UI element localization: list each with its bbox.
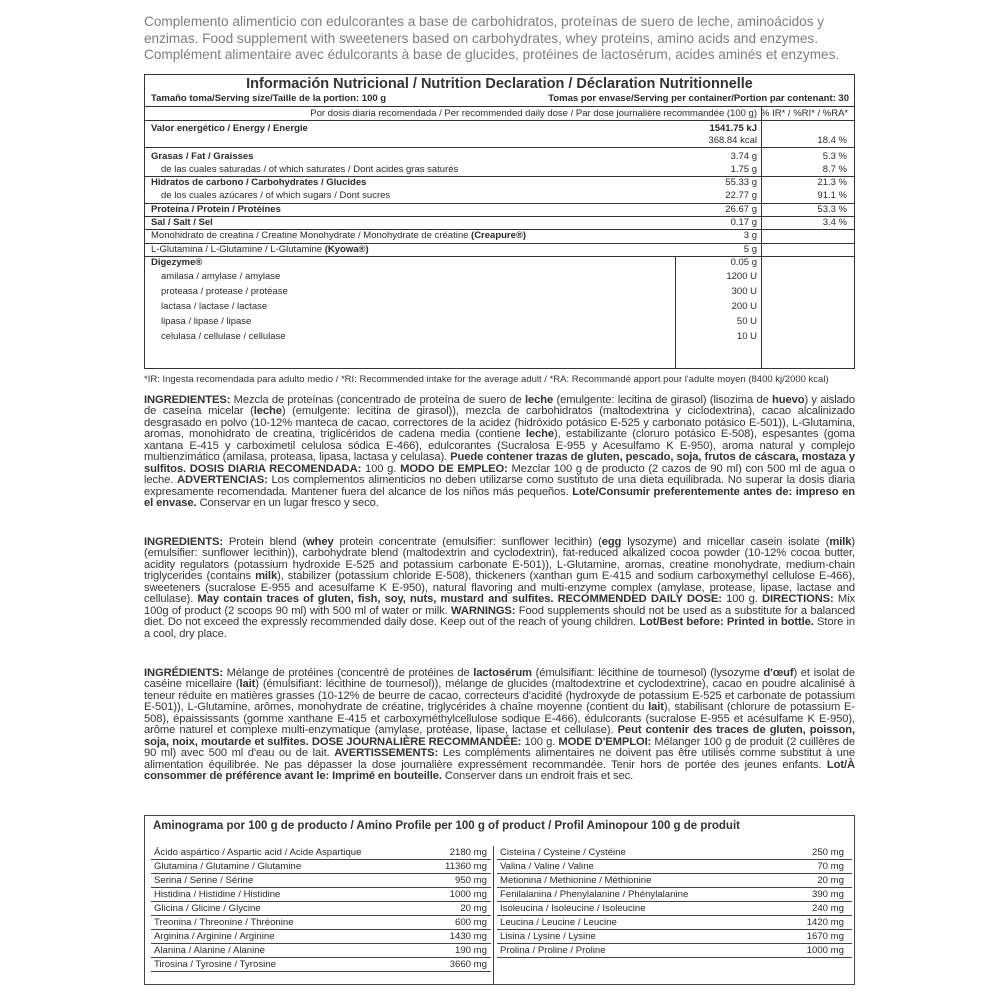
amino-row: Serina / Serine / Sérine 950 mg: [151, 874, 491, 888]
ingredients-en: INGREDIENTS: Protein blend (whey protein concentrate (emulsifier: sunflower lecithin) (egg lysozyme) and micellar casein isolate (milk) (emulsifier: sunflower lecithin)), carbohydrate blend (maltodextrin and cyclodextrin), fat-reduced alkalized cocoa powder (10-12% cocoa butter, acidity regulators (potassium hydroxide E-525 and potassium carbonate E-501)), L-Glutamine, aromas, creatine monohydrate, medium-chain triglycerides (contains milk), stabilizer (potassium chloride E-508), thickeners (xanthan gum E-415 and sodium carboxymethyl cellulose E-466), sweeteners (sucralose E-955 and acesulfame K E-950), natural flavoring and multi-enzyme complex (amylase, protease, lipase, lactase and cellulase). May contain traces of gluten, fish, soy, nuts, mustard and sulfites. RECOMMENDED DAILY DOSE: 100 g. DIRECTIONS: Mix 100g of product (2 scoops 90 ml) with 500 ml of water or milk. WARNINGS: Food supplements should not be used as a substitute for a balanced diet. Do not exceed the expressly recommended daily dose. Keep out of the reach of young children. Lot/Best before: Printed in bottle. Store in a cool, dry place.: [144, 536, 856, 640]
creatine-row: Monohidrato de creatina / Creatine Monohydrate / Monohydrate de créatine (Creapure®) 3 g: [145, 229, 854, 242]
enzyme-row: lipasa / lipase / lipase 50 U: [161, 315, 757, 327]
salt-row: Sal / Salt / Sel 0.17 g 3.4 %: [145, 216, 854, 229]
amino-row: Valina / Valine / Valine 70 mg: [497, 860, 852, 874]
serving-info: [145, 93, 854, 107]
header-ri: % IR* / %RI* / %RA*: [761, 108, 849, 119]
enzyme-row: proteasa / protease / protéase 300 U: [161, 285, 757, 297]
servings-per-container: Tomas por envase/Serving per container/Portion par contenant: 30: [548, 93, 849, 104]
digezyme-row: Digezyme® 0.05 g: [145, 256, 854, 269]
amino-row: Isoleucina / Isoleucine / Isoleucine 240 mg: [497, 902, 852, 916]
amino-left-column: [151, 846, 491, 972]
amino-row: Cisteína / Cysteine / Cystéine 250 mg: [497, 846, 852, 860]
amino-row: Glutamina / Glutamine / Glutamine 11360 mg: [151, 860, 491, 874]
ingredients-es: INGREDIENTES: Mezcla de proteínas (concentrado de proteína de suero de leche (emulgente: lecitina de girasol) (lisozima de huevo) y aislado de caseína micelar (leche) (emulgente: lecitina de girasol)), mezcla de carbohidratos (maltodextrina y ciclodextrina), cacao alcalinizado desgrasado en polvo (10-12% manteca de cacao, correctores de la acidez (hidróxido potásico E-525 y carbonato potásico E-501)), L-Glutamina, aromas, monohidrato de creatina, triglicéridos de cadena media (contiene leche), estabilizante (cloruro potásico E-508), espesantes (goma xantana E-415 y carboximetil celulosa sódica E-466), edulcorantes (Sucralosa E-955 y Acesulfamo K E-950), aroma natural y complejo multienzimático (amilasa, proteasa, lipasa, lactasa y celulasa). Puede contener trazas de gluten, pescado, soja, frutos de cáscara, mostaza y sulfitos. DOSIS DIARIA RECOMENDADA: 100 g. MODO DE EMPLEO: Mezclar 100 g de producto (2 cazos de 90 ml) con 500 ml de agua o leche. ADVERTENCIAS: Los complementos alimenticios no deben utilizarse como sustituto de una dieta equilibrada. No superar la dosis diaria expresamente recomendada. Mantener fuera del alcance de los niños más pequeños. Lote/Consumir preferentemente antes de: impreso en el envase. Conservar en un lugar fresco y seco.: [144, 394, 856, 510]
amino-row: Fenilalanina / Phenylalanine / Phénylalanine 390 mg: [497, 888, 852, 902]
amino-row: Glicina / Glicine / Glycine 20 mg: [151, 902, 491, 916]
amino-row: Lisina / Lysine / Lysine 1670 mg: [497, 930, 852, 944]
amino-title: Aminograma por 100 g de producto / Amino Profile per 100 g of product / Profil Aminopour 100 g de produit: [153, 820, 740, 832]
enzyme-row: celulasa / cellulase / cellulase 10 U: [161, 330, 757, 342]
protein-row: Proteína / Protein / Protéines 26.67 g 53.3 %: [145, 203, 854, 216]
fat-row: Grasas / Fat / Graisses 3.74 g 5.3 %: [151, 151, 847, 163]
energy-kcal-row: 368.84 kcal 18.4 %: [708, 135, 847, 147]
sugars-row: de los cuales azúcares / of which sugars / Dont sucres 22.77 g 91.1 %: [161, 189, 847, 201]
serving-size: Tamaño toma/Serving size/Taille de la portion: 100 g: [151, 93, 387, 104]
amino-right-column: [497, 846, 852, 958]
amino-row: Arginina / Arginine / Arginine 1430 mg: [151, 930, 491, 944]
amino-row: Histidina / Histidine / Histidine 1000 mg: [151, 888, 491, 902]
amino-column-divider: [493, 846, 494, 984]
glutamine-row: L-Glutamina / L-Glutamine / L-Glutamine (Kyowa®) 5 g: [145, 243, 854, 256]
saturates-row: de las cuales saturadas / of which saturates / Dont acides gras saturés 1.75 g 8.7 %: [161, 163, 847, 175]
nutrition-title: Información Nutricional / Nutrition Declaration / Déclaration Nutritionnelle: [246, 76, 753, 92]
energy-row: Valor energético / Energy / Energie 1541.75 kJ: [151, 123, 757, 134]
carb-row: Hidratos de carbono / Carbohydrates / Glucides 55.33 g 21.3 %: [145, 176, 854, 189]
column-divider-lower: [675, 257, 676, 368]
ri-footnote: *IR: Ingesta recomendada para adulto medio / *RI: Recommended intake for the average adult / *RA: Recommandé apport pour l'adulte moyen (8400 kj/2000 kcal): [144, 374, 829, 385]
amino-row: Ácido aspártico / Aspartic acid / Acide Aspartique 2180 mg: [151, 846, 491, 860]
product-description: Complemento alimenticio con edulcorantes a base de carbohidratos, proteínas de suero de leche, aminoácidos y enzimas. Food supplement with sweeteners based on carbohydrates, whey proteins, amino acids and enzymes. Complément alimentaire avec édulcorants à base de glucides, protéines de lactosérum, acides aminés et enzymes.: [144, 14, 840, 62]
enzyme-row: lactasa / lactase / lactase 200 U: [161, 300, 757, 312]
amino-profile-table: [144, 815, 855, 985]
nutrition-header: [145, 107, 854, 121]
column-divider: [761, 107, 762, 368]
amino-row: Prolina / Proline / Proline 1000 mg: [497, 944, 852, 958]
amino-row: Leucina / Leucine / Leucine 1420 mg: [497, 916, 852, 930]
ingredients-fr: INGRÉDIENTS: Mélange de protéines (concentré de protéines de lactosérum (émulsifiant: lécithine de tournesol) (lysozyme d'œuf) et isolat de caséine micellaire (lait) (émulsifiant: lécithine de tournesol)), mélange de glucides (maltodextrine et cyclodextrine), cacao en poudre alcalinisé à teneur réduite en matières grasses (10-12% de beurre de cacao, correcteurs d'acidité (hydroxyde de potassium E-525 et carbonate de potassium E-501)), L-Glutamine, arômes, monohydrate de créatine, triglycérides à chaîne moyenne (contient du lait), stabilisant (chlorure de potassium E-508), épaississants (gomme xanthane E-415 et carboxyméthylcellulose sodique E-466), édulcorants (sucralose E-955 et acésulfame K E-950), arôme naturel et complexe multi-enzymatique (amylase, protéase, lipase, lactase et cellulase). Peut contenir des traces de gluten, poisson, soja, noix, moutarde et sulfites. DOSE JOURNALIÈRE RECOMMANDÉE: 100 g. MODE D'EMPLOI: Mélanger 100 g de produit (2 cuillères de 90 ml) avec 500 ml d'eau ou de lait. AVERTISSEMENTS: Les compléments alimentaires ne doivent pas être utilisés comme substitut à une alimentation équilibrée. Ne pas dépasser la dose journalière expressément recommandée. Tenir hors de portée des jeunes enfants. Lot/À consommer de préférence avant le: Imprimé en bouteille. Conserver dans un endroit frais et sec.: [144, 667, 856, 783]
header-dose: Por dosis diaria recomendada / Per recommended daily dose / Par dose journalière recommandée (100 g): [310, 108, 757, 119]
amino-row: Metionina / Methionine / Méthionine 20 mg: [497, 874, 852, 888]
amino-row: Tirosina / Tyrosine / Tyrosine 3660 mg: [151, 958, 491, 972]
nutrition-table: [144, 74, 855, 369]
amino-row: Alanina / Alanine / Alanine 190 mg: [151, 944, 491, 958]
enzyme-row: amilasa / amylase / amylase 1200 U: [161, 270, 757, 282]
amino-row: Treonina / Threonine / Thréonine 600 mg: [151, 916, 491, 930]
